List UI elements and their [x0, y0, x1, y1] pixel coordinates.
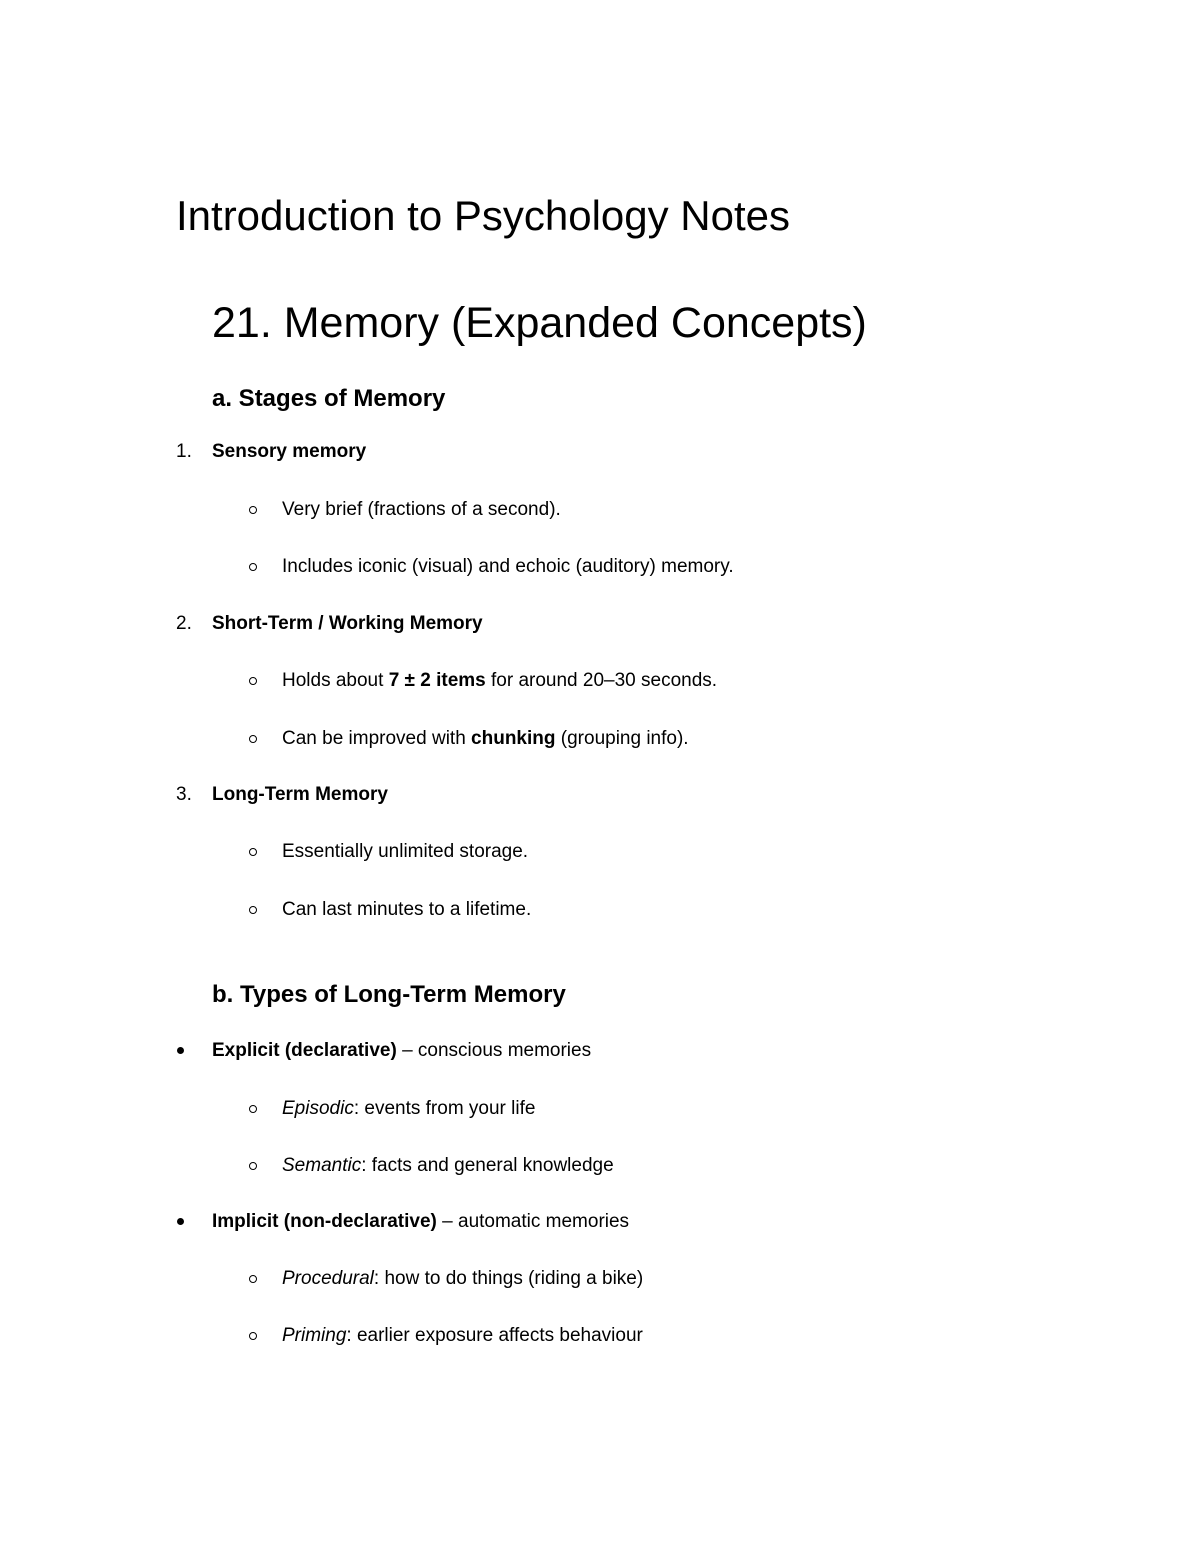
hollow-bullet-icon — [249, 906, 257, 914]
term: Priming — [282, 1325, 347, 1346]
emphasis: 7 ± 2 items — [388, 670, 486, 691]
term-desc: : how to do things (riding a bike) — [373, 1268, 644, 1289]
hollow-bullet-icon — [249, 735, 257, 743]
list-number: 3. — [176, 784, 192, 805]
term: Episodic — [282, 1098, 354, 1119]
term: Procedural — [282, 1268, 374, 1289]
list-number: 1. — [176, 441, 192, 462]
list-item-text: Holds about — [282, 670, 389, 691]
list-item-text: Can be improved with — [282, 728, 472, 749]
term-desc: : events from your life — [353, 1098, 536, 1119]
list-item: Very brief (fractions of a second). — [282, 499, 561, 520]
hollow-bullet-icon — [249, 563, 257, 571]
hollow-bullet-icon — [249, 677, 257, 685]
list-item — [282, 1324, 643, 1348]
list-item — [282, 1097, 535, 1121]
section-title: 21. Memory (Expanded Concepts) — [212, 299, 867, 347]
list-item: Essentially unlimited storage. — [282, 841, 529, 862]
memory-type-label: Explicit (declarative) — [212, 1040, 397, 1061]
list-item — [282, 727, 689, 751]
list-item — [212, 1039, 591, 1063]
term-desc: : facts and general knowledge — [361, 1155, 614, 1176]
hollow-bullet-icon — [249, 1162, 257, 1170]
hollow-bullet-icon — [249, 506, 257, 514]
hollow-bullet-icon — [249, 848, 257, 856]
filled-bullet-icon — [177, 1047, 184, 1054]
list-item: Can last minutes to a lifetime. — [282, 899, 532, 920]
list-item-text: for around 20–30 seconds. — [485, 670, 718, 691]
filled-bullet-icon — [177, 1218, 184, 1225]
list-item — [282, 1267, 643, 1291]
document-title: Introduction to Psychology Notes — [176, 192, 791, 239]
list-item: Includes iconic (visual) and echoic (auditory) memory. — [282, 556, 734, 577]
stage-label-short-term: Short-Term / Working Memory — [212, 613, 483, 634]
emphasis: chunking — [471, 728, 556, 749]
memory-type-desc: – automatic memories — [436, 1211, 630, 1232]
hollow-bullet-icon — [249, 1332, 257, 1340]
list-item — [282, 669, 717, 693]
list-item — [212, 1210, 629, 1234]
stage-label-sensory: Sensory memory — [212, 441, 367, 462]
hollow-bullet-icon — [249, 1105, 257, 1113]
list-item — [282, 1154, 614, 1178]
hollow-bullet-icon — [249, 1275, 257, 1283]
stage-label-long-term: Long-Term Memory — [212, 784, 388, 805]
memory-type-label: Implicit (non-declarative) — [212, 1211, 437, 1232]
list-item-text: (grouping info). — [555, 728, 689, 749]
stages-heading: a. Stages of Memory — [212, 385, 446, 412]
term-desc: : earlier exposure affects behaviour — [346, 1325, 643, 1346]
memory-type-desc: – conscious memories — [396, 1040, 592, 1061]
types-heading: b. Types of Long-Term Memory — [212, 981, 566, 1008]
list-number: 2. — [176, 613, 192, 634]
term: Semantic — [282, 1155, 362, 1176]
